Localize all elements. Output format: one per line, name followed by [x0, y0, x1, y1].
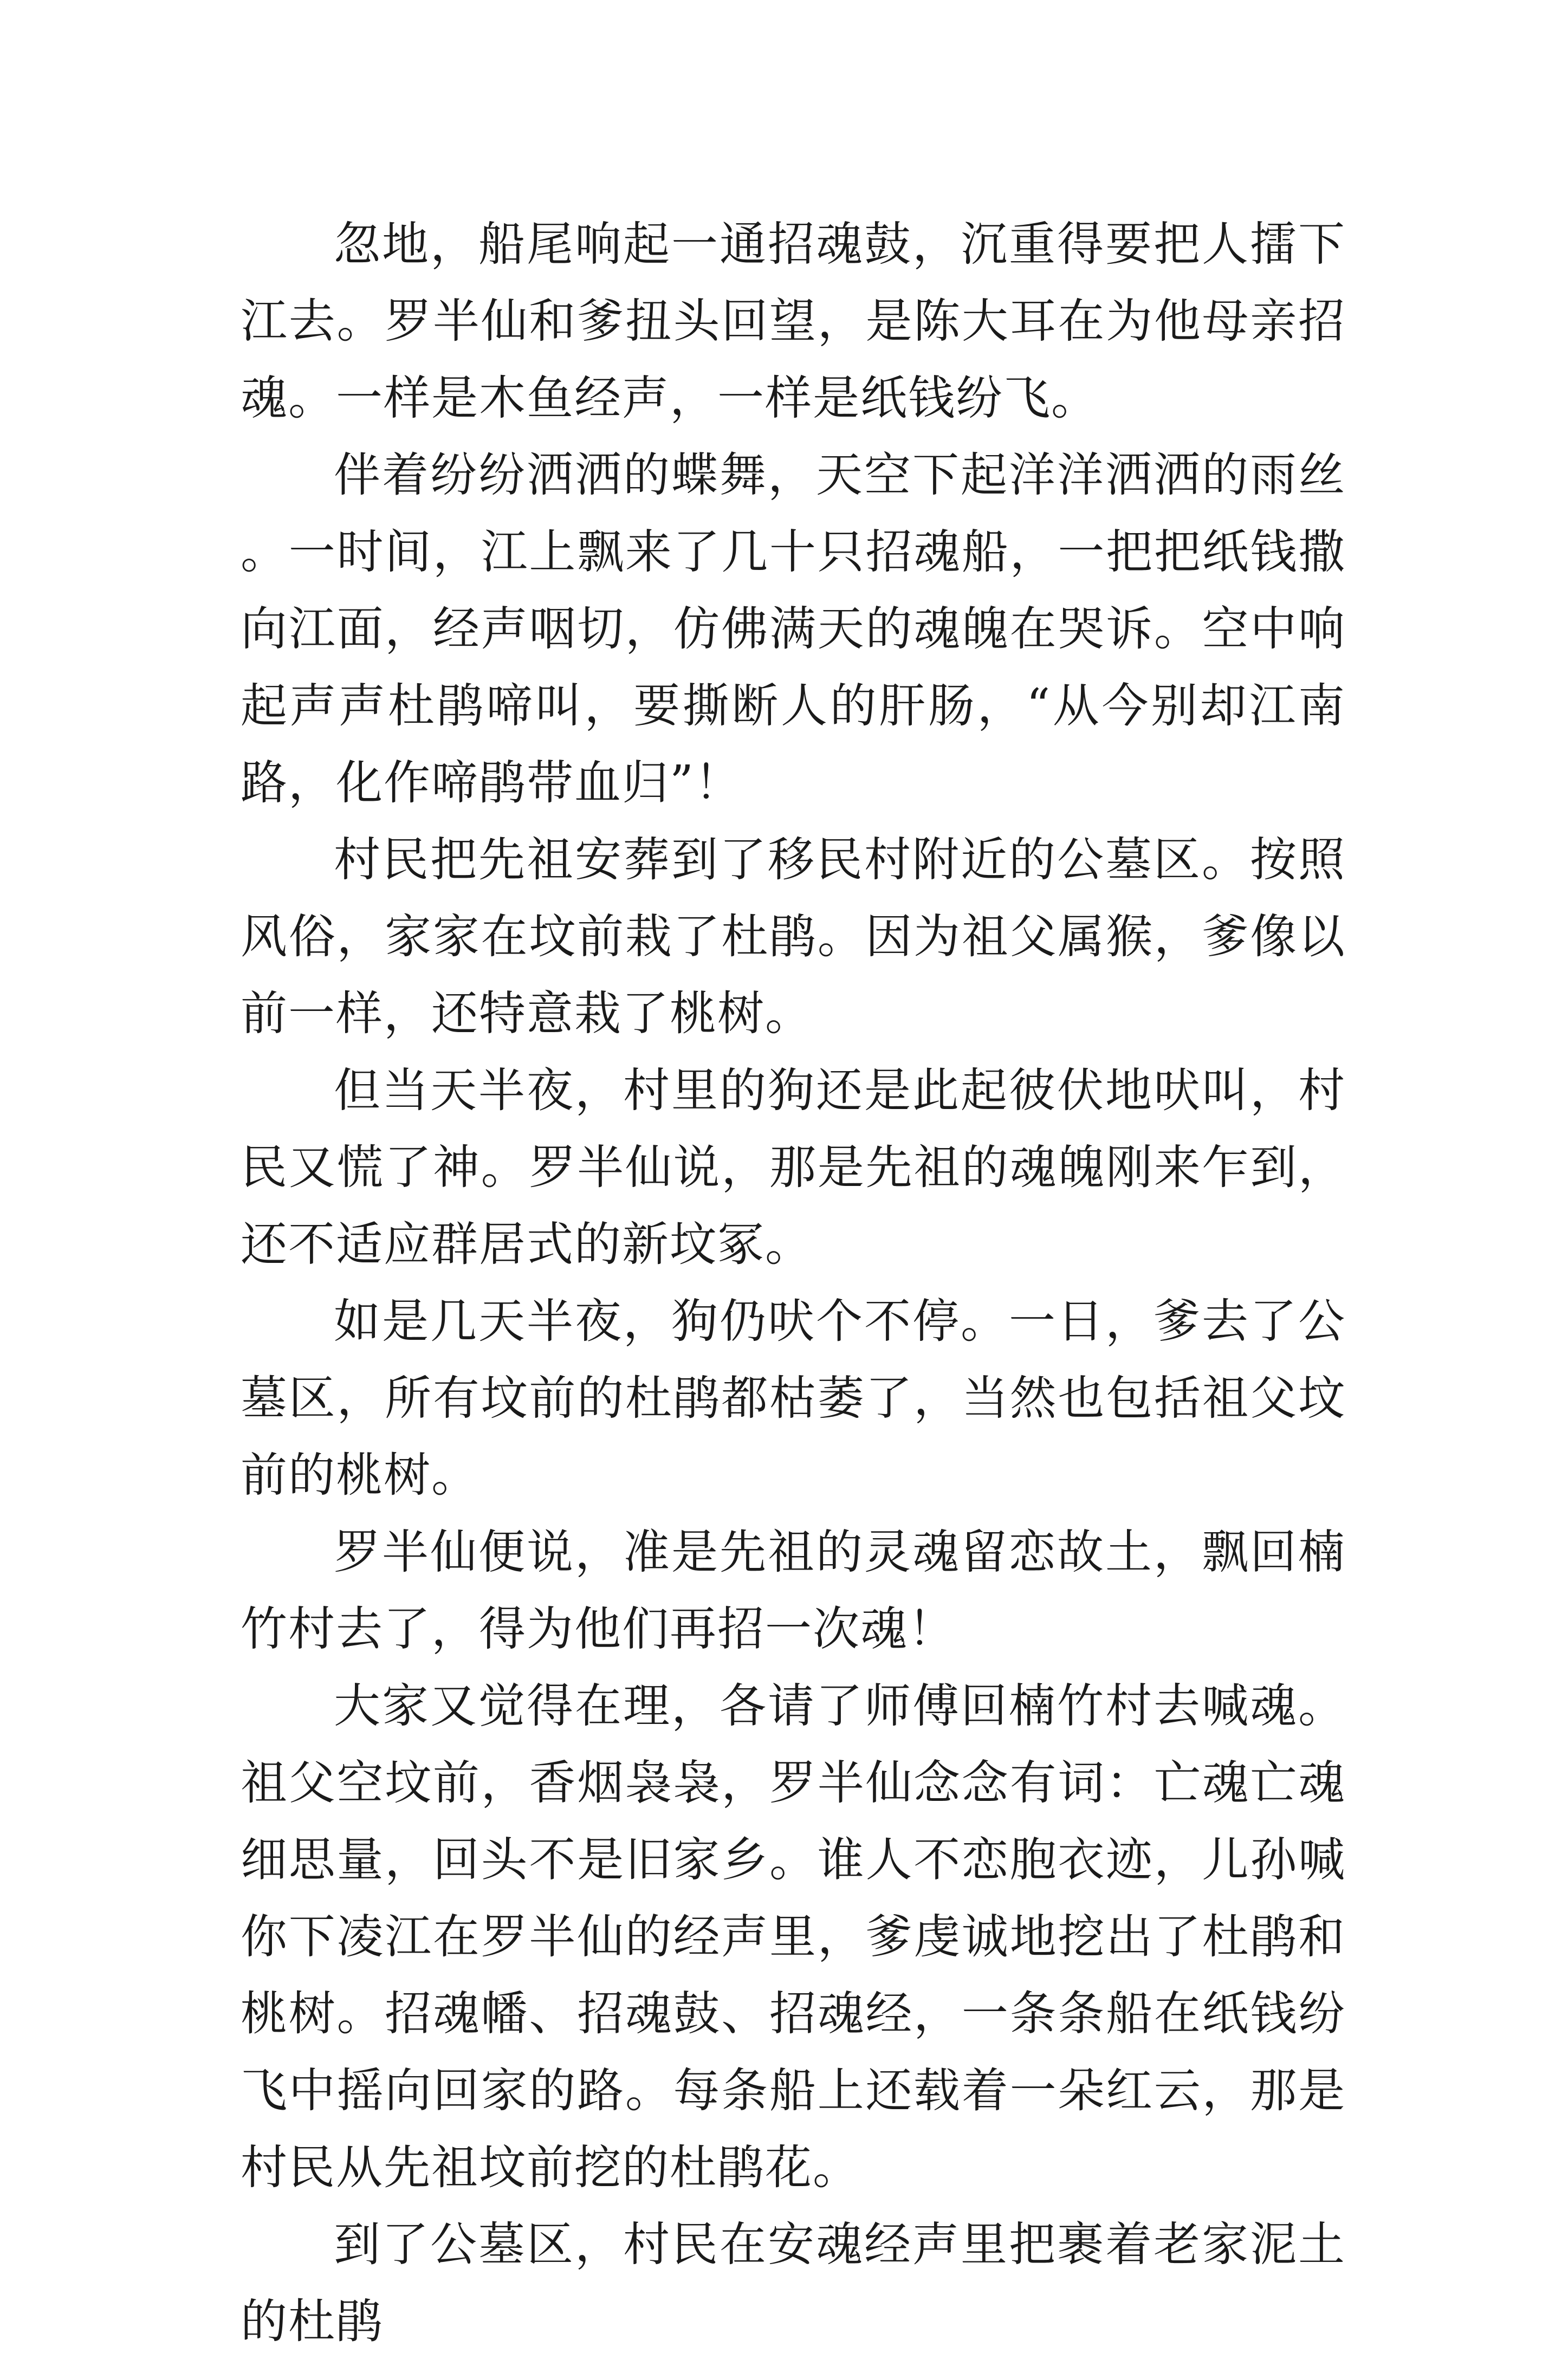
paragraph-1: 忽地，船尾响起一通招魂鼓，沉重得要把人擂下江去。罗半仙和爹扭头回望，是陈大耳在为他母亲招魂。一样是木鱼经声，一样是纸钱纷飞。	[241, 217, 1346, 425]
paragraph-2: 伴着纷纷洒洒的蝶舞，天空下起洋洋洒洒的雨丝。一时间，江上飘来了几十只招魂船，一把把纸钱撒向江面，经声咽切，仿佛满天的魂魄在哭诉。空中响起声声杜鹃啼叫，要撕断人的肝肠，“从今别却江南路，化作啼鹃带血归”！	[241, 448, 1346, 810]
paragraph-8: 到了公墓区，村民在安魂经声里把裹着老家泥土的杜鹃	[241, 2218, 1346, 2349]
body-text	[241, 206, 1346, 2360]
paragraph-4: 但当天半夜，村里的狗还是此起彼伏地吠叫，村民又慌了神。罗半仙说，那是先祖的魂魄刚来乍到，还不适应群居式的新坟冢。	[241, 1064, 1346, 1272]
paragraph-3: 村民把先祖安葬到了移民村附近的公墓区。按照风俗，家家在坟前栽了杜鹃。因为祖父属猴，爹像以前一样，还特意栽了桃树。	[241, 833, 1346, 1041]
paragraph-5: 如是几天半夜，狗仍吠个不停。一日，爹去了公墓区，所有坟前的杜鹃都枯萎了，当然也包括祖父坟前的桃树。	[241, 1294, 1346, 1502]
paragraph-6: 罗半仙便说，准是先祖的灵魂留恋故土，飘回楠竹村去了，得为他们再招一次魂！	[241, 1525, 1346, 1656]
paragraph-7: 大家又觉得在理，各请了师傅回楠竹村去喊魂。祖父空坟前，香烟袅袅，罗半仙念念有词：亡魂亡魂细思量，回头不是旧家乡。谁人不恋胞衣迹，儿孙喊你下凌江在罗半仙的经声里，爹虔诚地挖出了杜鹃和桃树。招魂幡、招魂鼓、招魂经，一条条船在纸钱纷飞中摇向回家的路。每条船上还载着一朵红云，那是村民从先祖坟前挖的杜鹃花。	[241, 1679, 1346, 2195]
